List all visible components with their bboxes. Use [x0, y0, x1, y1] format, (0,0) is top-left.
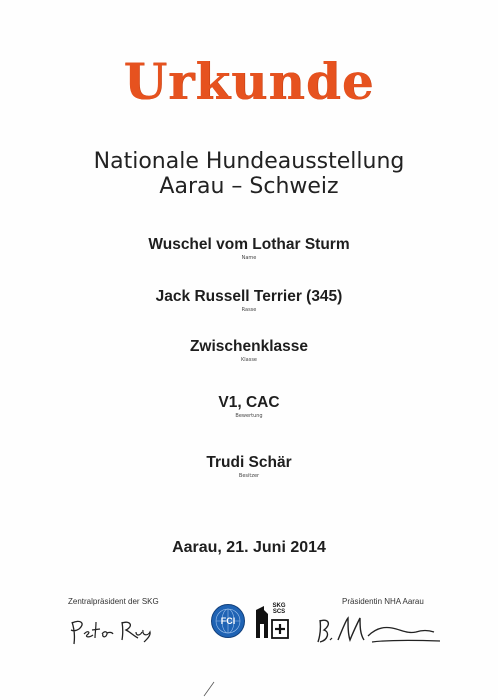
class-field [0, 338, 498, 364]
event-name: Nationale Hundeausstellung [93, 149, 405, 174]
breed-value: Jack Russell Terrier (345) [155, 288, 343, 305]
breed-field [0, 288, 498, 314]
owner-value: Trudi Schär [206, 454, 292, 471]
skg-scs-logo-icon [252, 600, 292, 642]
class-value: Zwischenklasse [189, 338, 309, 355]
rating-value: V1, CAC [218, 394, 280, 411]
event-location: Aarau – Schweiz [159, 174, 339, 199]
breed-caption: Rasse [241, 307, 257, 313]
owner-caption: Besitzer [238, 473, 260, 479]
certificate-title: Urkunde [123, 52, 375, 111]
right-signature [312, 610, 444, 650]
left-signature [66, 614, 156, 646]
rating-field [0, 394, 498, 420]
dog-name-field [0, 236, 498, 262]
place-date: Aarau, 21. Juni 2014 [172, 539, 326, 556]
dog-name-caption: Name [241, 255, 257, 261]
fci-logo-text: FCI [220, 616, 236, 626]
class-caption: Klasse [240, 357, 258, 363]
pen-mark [200, 678, 220, 698]
owner-field [0, 454, 498, 480]
skg-logo-text: SKG [272, 603, 286, 609]
left-signatory-role: Zentralpräsident der SKG [68, 597, 159, 606]
scs-logo-text: SCS [272, 609, 286, 615]
dog-name-value: Wuschel vom Lothar Sturm [148, 236, 350, 253]
rating-caption: Bewertung [235, 413, 263, 419]
fci-logo-icon [210, 603, 246, 639]
right-signatory-role: Präsidentin NHA Aarau [342, 597, 424, 606]
